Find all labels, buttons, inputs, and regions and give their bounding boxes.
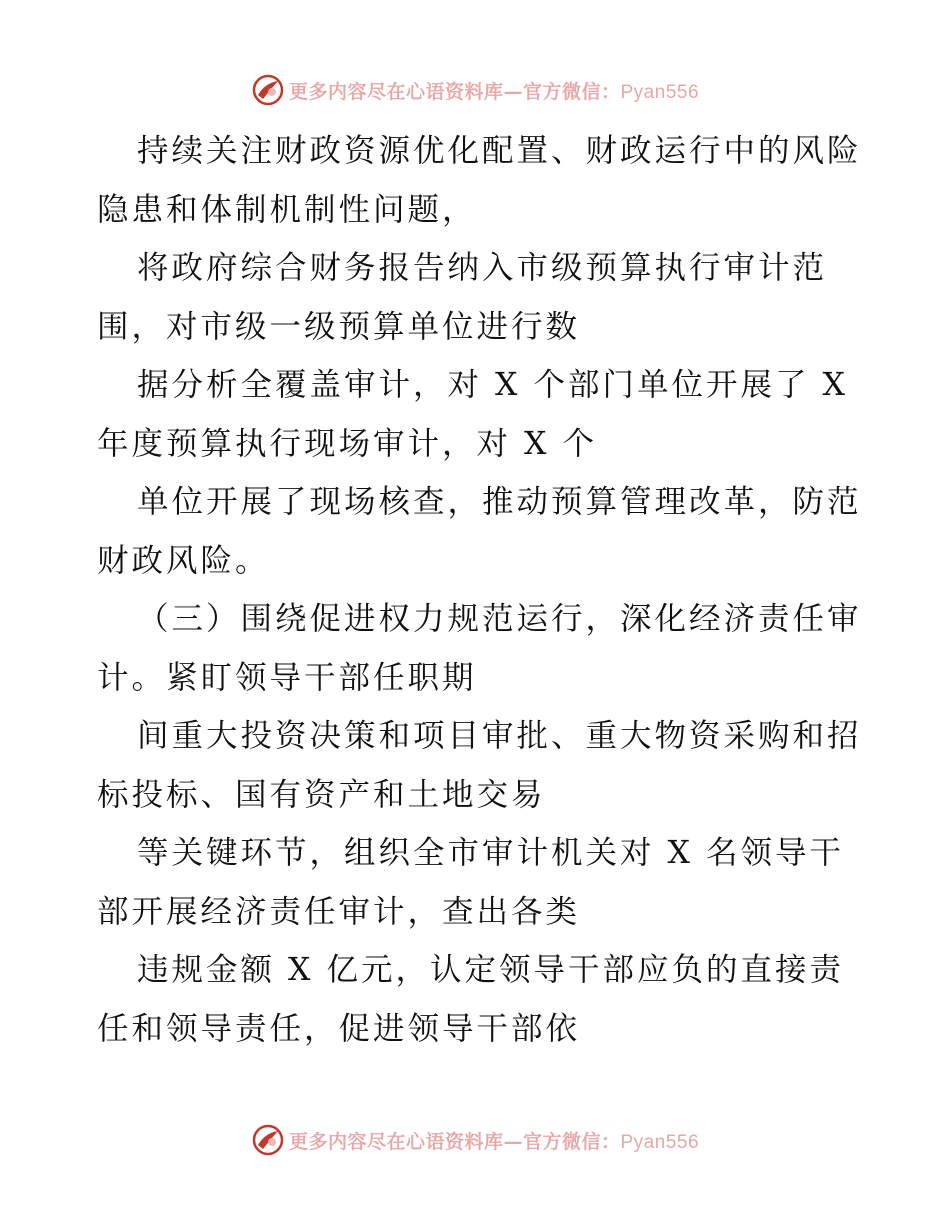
paragraph: （三）围绕促进权力规范运行，深化经济责任审 计。紧盯领导干部任职期 <box>97 601 862 696</box>
paragraph: 将政府综合财务报告纳入市级预算执行审计范 围，对市级一级预算单位进行数 <box>97 250 828 345</box>
footer-watermark-banner <box>0 1120 950 1160</box>
paragraph: 单位开展了现场核查，推动预算管理改革，防范 财政风险。 <box>97 484 862 579</box>
paragraph: 违规金额 X 亿元，认定领导干部应负的直接责 任和领导责任，促进领导干部依 <box>97 952 844 1047</box>
paragraph: 据分析全覆盖审计，对 X 个部门单位开展了 X 年度预算执行现场审计，对 X 个 <box>97 367 848 462</box>
paragraph: 持续关注财政资源优化配置、财政运行中的风险 隐患和体制机制性问题， <box>97 133 862 228</box>
header-watermark-banner <box>0 70 950 110</box>
footer-banner-text: 更多内容尽在心语资料库—官方微信：Pyan556 <box>288 1130 700 1153</box>
header-banner-text: 更多内容尽在心语资料库—官方微信：Pyan556 <box>288 80 700 103</box>
paragraph: 等关键环节，组织全市审计机关对 X 名领导干 部开展经济责任审计，查出各类 <box>97 835 844 930</box>
paragraph: 间重大投资决策和项目审批、重大物资采购和招 标投标、国有资产和土地交易 <box>97 718 862 813</box>
document-body <box>97 122 862 1058</box>
library-logo-icon <box>251 73 285 107</box>
library-logo-icon <box>251 1123 285 1157</box>
